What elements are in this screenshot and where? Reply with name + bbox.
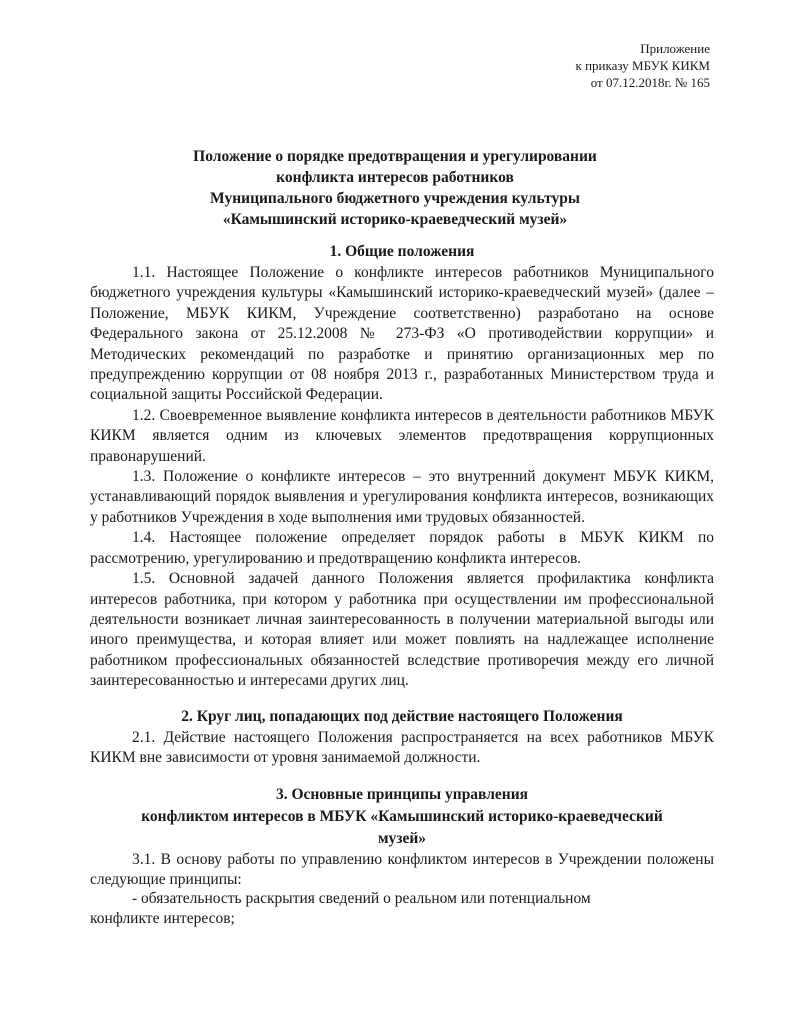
- section-3-heading-line-2: конфликтом интересов в МБУК «Камышинский историко-краеведческий: [141, 808, 663, 826]
- approval-note: [450, 40, 710, 91]
- paragraph-3-1: 3.1. В основу работы по управлению конфликтом интересов в Учреждении положены следующие принципы:: [90, 851, 714, 888]
- section-1-heading: 1. Общие положения: [329, 243, 475, 260]
- list-item-3-1-a-line-1: - обязательность раскрытия сведений о реальном или потенциальном: [132, 889, 591, 907]
- approval-line-3: от 07.12.2018г. № 165: [590, 75, 710, 90]
- approval-line-2: к приказу МБУК КИКМ: [575, 58, 710, 73]
- section-3-heading: [90, 784, 714, 850]
- paragraph-2-1: 2.1. Действие настоящего Положения распространяется на всех работников МБУК КИКМ вне зависимости от уровня занимаемой должности.: [90, 728, 714, 766]
- paragraph-1-1: 1.1. Настоящее Положение о конфликте интересов работников Муниципального бюджетного учреждения культуры «Камышинский историко-краеведческий музей» (далее – Положение, МБУК КИКМ, Учреждение соответственно) разработано на основе Федерального закона от 25.12.2008 № 273-ФЗ «О противодействии коррупции» и Методических рекомендаций по разработке и принятию организационных мер по предупреждению коррупции от 08 ноября 2013 г., разработанных Министерством труда и социальной защиты Российской Федерации.: [90, 264, 714, 404]
- paragraph-1-5: 1.5. Основной задачей данного Положения является профилактика конфликта интересов работника, при котором у работника при осуществлении им профессиональной деятельности возникает личная заинтересованность в получении материальной выгоды или иного преимущества, и которая влияет или может повлиять на надлежащее исполнение работником профессиональных обязанностей вследствие противоречия между его личной заинтересованностью и интересами других лиц.: [90, 570, 714, 690]
- document-title: [90, 146, 700, 230]
- title-line-1: Положение о порядке предотвращения и урегулировании: [193, 148, 597, 165]
- paragraph-1-2: 1.2. Своевременное выявление конфликта интересов в деятельности работников МБУК КИКМ является одним из ключевых элементов предотвращения коррупционных правонарушений.: [90, 406, 714, 465]
- title-line-2: конфликта интересов работников: [276, 169, 514, 186]
- list-item-3-1-a: [90, 889, 714, 909]
- title-line-3: Муниципального бюджетного учреждения культуры: [210, 190, 580, 207]
- title-line-4: «Камышинский историко-краеведческий музей»: [222, 211, 568, 228]
- approval-line-1: Приложение: [640, 41, 710, 56]
- document-body: [90, 241, 714, 930]
- section-2-heading: 2. Круг лиц, попадающих под действие настоящего Положения: [181, 707, 623, 725]
- paragraph-1-3: 1.3. Положение о конфликте интересов – это внутренний документ МБУК КИКМ, устанавливающий порядок выявления и урегулирования конфликта интересов, возникающих у работников Учреждения в ходе выполнения ими трудовых обязанностей.: [90, 468, 714, 526]
- section-3-heading-line-3: музей»: [377, 830, 427, 848]
- paragraph-1-4: 1.4. Настоящее положение определяет порядок работы в МБУК КИКМ по рассмотрению, урегулированию и предотвращению конфликта интересов.: [90, 529, 714, 567]
- section-3-heading-line-1: 3. Основные принципы управления: [275, 786, 529, 804]
- list-item-3-1-a-line-2: конфликте интересов;: [90, 910, 235, 928]
